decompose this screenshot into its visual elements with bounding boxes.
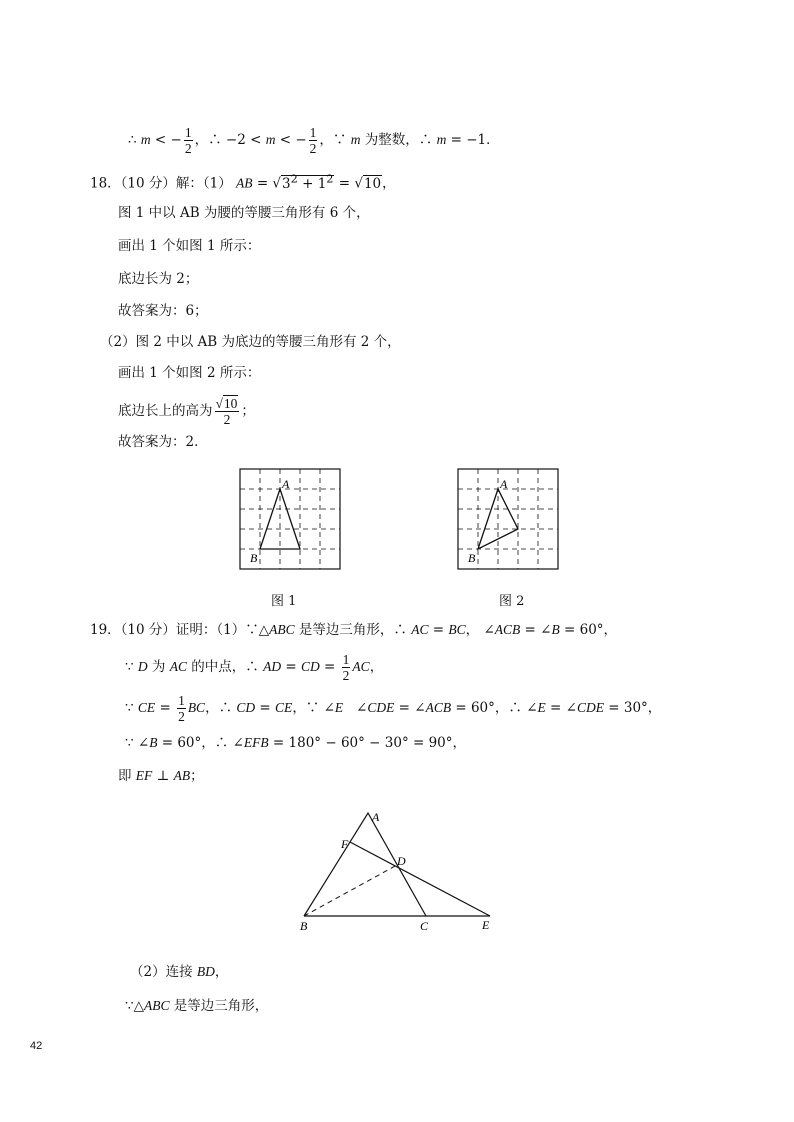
q19-line-b: ∵ CE = $\frac{1}{2}$ BC，∴ CD = CE，∵ ∠E ∠CDE = ∠ACB = 60°，∴ ∠E = ∠CDE = 30°， [125,693,662,724]
q18-heading: 18．（10 分）解：（1） AB = $√3^2 + 1^2 = √10$， [90,172,396,192]
tri-label-e: E [482,918,490,932]
fig1-label-b: B [250,551,258,565]
q18-line-c: 底边长为 2； [118,271,199,287]
page-number: 42 [30,1040,43,1052]
fig1-caption: 图 1 [271,594,297,609]
tri-label-d: D [397,854,406,868]
fig2-label-a: A [500,477,508,491]
tri-label-b: B [300,919,308,933]
tri-label-a: A [372,810,380,824]
tri-label-c: C [420,919,429,933]
fig1-label-a: A [282,477,290,491]
q18-line-a: 图 1 中以 AB 为腰的等腰三角形有 6 个， [118,205,370,221]
q19-line-a: ∵ D 为 AC 的中点，∴ AD = CD = $\frac{1}{2}$ AC， [125,652,384,683]
q18-line-h: 故答案为：2． [118,434,208,450]
q18-line-f: 画出 1 个如图 2 所示： [118,365,261,381]
q19-heading: 19．（10 分）证明：（1）∵△ABC 是等边三角形，∴ AC = BC， ∠ACB = ∠B = 60°， [90,622,618,638]
q18-line-d: 故答案为：6； [118,303,208,319]
q19-line-f: ∵△ABC 是等边三角形， [125,998,269,1014]
fig2-caption: 图 2 [499,594,525,609]
fig2-label-b: B [468,551,476,565]
grid-figure-1 [239,468,341,570]
q18-line-g: 底边长上的高为 $\frac{√10}{2}$ ； [118,396,255,427]
q18-line-b: 画出 1 个如图 1 所示： [118,238,261,254]
q19-line-d: 即 EF ⊥ AB； [118,768,204,784]
q19-line-e: （2）连接 BD， [130,964,229,980]
tri-label-f: F [341,837,349,851]
triangle-figure [290,808,510,938]
q18-line-e: （2）图 2 中以 AB 为底边的等腰三角形有 2 个， [100,334,401,350]
q19-line-c: ∵ ∠B = 60°，∴ ∠EFB = 180° − 60° − 30° = 90°， [125,735,467,751]
grid-figure-2 [457,468,559,570]
line-17-conclusion: ∴ m < − $\frac{1}{2}$ ，∴ −2 < m < − $\frac{1}{2}$ ，∵ m 为整数，∴ m = −1． [128,125,500,156]
